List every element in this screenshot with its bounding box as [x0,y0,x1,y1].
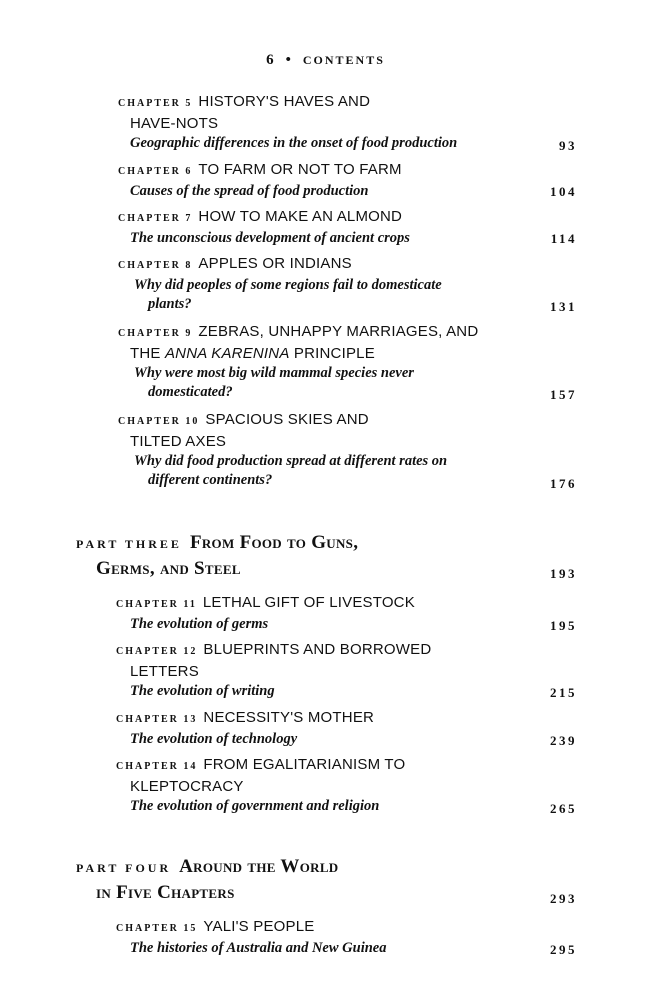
part-label: PART FOUR [76,861,172,875]
toc-entry-chapter-15[interactable] [116,917,386,958]
page-ref[interactable]: 93 [559,138,577,153]
toc-entry-chapter-12[interactable] [116,640,431,701]
chapter-subtitle: The evolution of writing [130,683,275,699]
chapter-subtitle: Why were most big wild mammal species never [134,365,414,381]
page-ref[interactable]: 215 [550,685,577,700]
chapter-label: CHAPTER 13 [116,714,198,725]
toc-entry-chapter-8[interactable] [118,254,442,314]
chapter-label: CHAPTER 14 [116,761,198,772]
page-ref[interactable]: 104 [550,184,577,199]
part-title: Around the World [179,856,339,877]
chapter-title: SPACIOUS SKIES AND [205,411,369,428]
running-title: CONTENTS [302,53,385,67]
toc-entry-chapter-6[interactable] [118,160,402,201]
chapter-subtitle: Geographic differences in the onset of food production [130,135,458,151]
running-header [0,52,651,69]
chapter-label: CHAPTER 8 [118,260,193,271]
page-ref[interactable]: 265 [550,801,577,816]
header-bullet: • [285,52,293,68]
toc-entry-chapter-14[interactable] [116,755,405,816]
part-title: in Five Chapters [96,882,235,903]
chapter-title-part: PRINCIPLE [289,345,375,362]
chapter-title [130,345,375,362]
chapter-title: HOW TO MAKE AN ALMOND [198,208,403,225]
chapter-title-italic: ANNA KARENINA [164,345,290,362]
chapter-subtitle: Why did peoples of some regions fail to domesticate [134,277,442,293]
chapter-label: CHAPTER 6 [118,166,193,177]
chapter-label: CHAPTER 5 [118,98,193,109]
page-ref[interactable]: 176 [550,476,577,491]
chapter-title: YALI'S PEOPLE [203,918,315,935]
chapter-subtitle: The evolution of technology [130,731,298,747]
toc-entry-part-three[interactable] [76,532,358,554]
chapter-title: KLEPTOCRACY [130,778,244,795]
page-number: 6 [266,52,276,68]
toc-entry-part-four[interactable] [76,856,339,878]
chapter-label: CHAPTER 15 [116,923,198,934]
chapter-title: TO FARM OR NOT TO FARM [198,161,402,178]
chapter-title: ZEBRAS, UNHAPPY MARRIAGES, AND [198,323,479,340]
chapter-subtitle: The unconscious development of ancient crops [130,230,410,246]
chapter-title-part: THE [130,345,165,362]
page-ref[interactable]: 195 [550,618,577,633]
chapter-label: CHAPTER 7 [118,213,193,224]
toc-entry-chapter-9[interactable] [118,322,478,402]
page-ref[interactable]: 295 [550,942,577,957]
chapter-title: HAVE-NOTS [130,115,219,132]
chapter-subtitle: The histories of Australia and New Guinea [130,940,387,956]
chapter-title: HISTORY'S HAVES AND [198,93,371,110]
toc-entry-chapter-13[interactable] [116,708,374,749]
page-ref[interactable]: 157 [550,387,577,402]
chapter-subtitle: different continents? [148,472,273,488]
chapter-title: TILTED AXES [130,433,227,450]
toc-entry-chapter-10[interactable] [118,410,447,490]
part-title: Germs, and Steel [96,558,241,579]
part-title: From Food to Guns, [189,532,359,553]
page-ref[interactable]: 193 [550,566,577,581]
chapter-label: CHAPTER 12 [116,646,198,657]
chapter-title: LETHAL GIFT OF LIVESTOCK [202,594,415,611]
chapter-title: LETTERS [130,663,199,680]
page-ref[interactable]: 293 [550,891,577,906]
chapter-title: NECESSITY'S MOTHER [203,709,375,726]
chapter-title: APPLES OR INDIANS [198,255,352,272]
part-label: PART THREE [76,537,182,551]
chapter-label: CHAPTER 9 [118,328,193,339]
chapter-title: BLUEPRINTS AND BORROWED [203,641,432,658]
chapter-subtitle: domesticated? [148,384,233,400]
chapter-subtitle: Why did food production spread at different rates on [134,453,448,469]
page-ref[interactable]: 114 [550,231,577,246]
toc-entry-chapter-5[interactable] [118,92,457,153]
chapter-subtitle: Causes of the spread of food production [130,183,369,199]
toc-entry-chapter-7[interactable] [118,207,410,248]
page-ref[interactable]: 131 [550,299,577,314]
page-ref[interactable]: 239 [550,733,577,748]
chapter-title: FROM EGALITARIANISM TO [203,756,406,773]
chapter-label: CHAPTER 10 [118,416,200,427]
toc-entry-chapter-11[interactable] [116,593,415,634]
chapter-subtitle: The evolution of government and religion [130,798,380,814]
chapter-label: CHAPTER 11 [116,599,197,610]
chapter-subtitle: plants? [148,296,192,312]
chapter-subtitle: The evolution of germs [130,616,269,632]
